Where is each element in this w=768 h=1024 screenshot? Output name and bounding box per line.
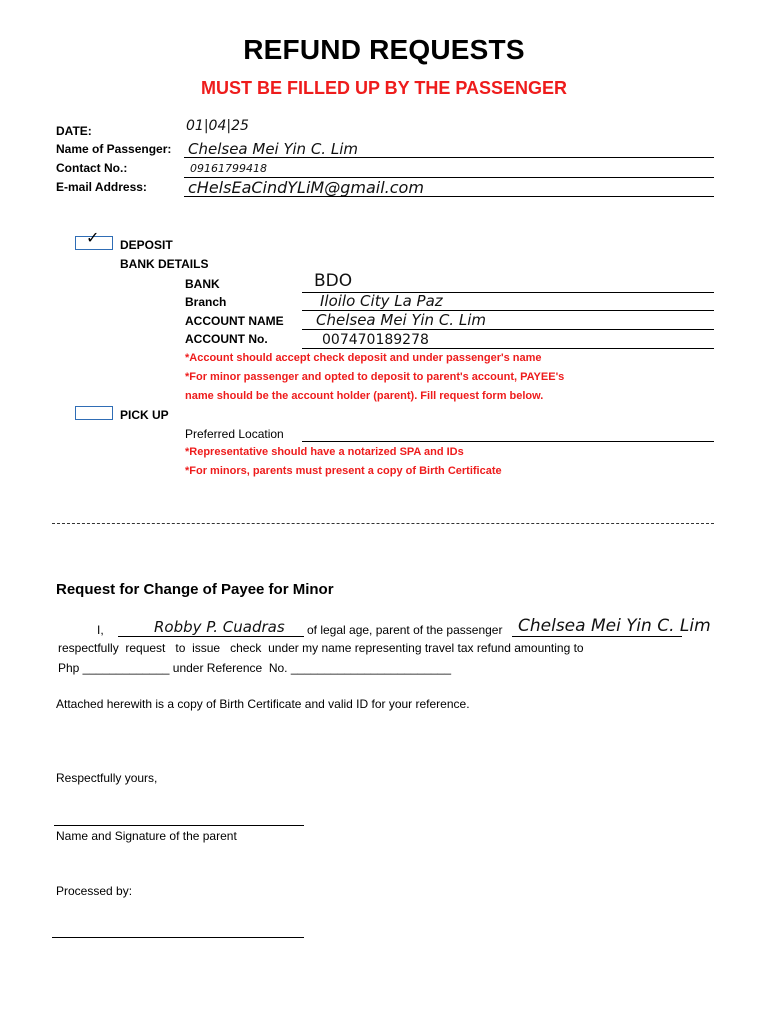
- deposit-checkbox[interactable]: [75, 228, 113, 250]
- page-title: REFUND REQUESTS: [243, 34, 525, 65]
- bank-label: BANK: [185, 277, 220, 291]
- of-legal-age-text: of legal age, parent of the passenger: [307, 623, 503, 637]
- pickup-checkbox[interactable]: [75, 406, 113, 420]
- deposit-note-3: name should be the account holder (parent). Fill request form below.: [185, 390, 544, 402]
- email-line: [184, 196, 714, 197]
- pickup-note-1: *Representative should have a notarized SPA and IDs: [185, 446, 464, 458]
- pickup-note-2: *For minors, parents must present a copy of Birth Certificate: [185, 465, 502, 477]
- account-no-label: ACCOUNT No.: [185, 332, 268, 346]
- account-name-value[interactable]: Chelsea Mei Yin C. Lim: [316, 311, 486, 329]
- preferred-location-label: Preferred Location: [185, 427, 284, 441]
- passenger-name-line: [184, 157, 714, 158]
- processed-by-line: [52, 937, 304, 938]
- section-divider: [52, 523, 714, 524]
- email-value[interactable]: cHelsEaCindYLiM@gmail.com: [188, 178, 424, 197]
- date-label: DATE:: [56, 124, 92, 138]
- request-text-line2: respectfully request to issue check under my name representing travel tax refund amounting to: [58, 641, 584, 655]
- attached-text: Attached herewith is a copy of Birth Certificate and valid ID for your reference.: [56, 697, 470, 711]
- parent-signature-label: Name and Signature of the parent: [56, 829, 237, 843]
- contact-label: Contact No.:: [56, 161, 128, 175]
- bank-details-label: BANK DETAILS: [120, 257, 209, 271]
- preferred-location-line: [302, 441, 714, 442]
- branch-value[interactable]: Iloilo City La Paz: [320, 292, 443, 310]
- parent-name-line: [118, 636, 304, 637]
- parent-signature-line: [54, 825, 304, 826]
- passenger-name-label: Name of Passenger:: [56, 142, 172, 156]
- deposit-label: DEPOSIT: [120, 238, 173, 252]
- minor-passenger-name-line: [512, 636, 682, 637]
- i-label: I,: [97, 623, 104, 637]
- pickup-label: PICK UP: [120, 408, 169, 422]
- page-subtitle: MUST BE FILLED UP BY THE PASSENGER: [200, 78, 568, 98]
- branch-label: Branch: [185, 295, 227, 309]
- account-name-label: ACCOUNT NAME: [185, 314, 284, 328]
- account-name-line: [302, 329, 714, 330]
- minor-section-title: Request for Change of Payee for Minor: [56, 581, 334, 598]
- email-label: E-mail Address:: [56, 180, 147, 194]
- deposit-note-1: *Account should accept check deposit and under passenger's name: [185, 352, 542, 364]
- check-icon: ✓: [86, 228, 100, 247]
- request-text-line3: Php _____________ under Reference No. ________________________: [58, 661, 452, 675]
- parent-name-value[interactable]: Robby P. Cuadras: [154, 618, 285, 636]
- minor-passenger-name-value[interactable]: Chelsea Mei Yin C. Lim: [518, 616, 711, 636]
- respectfully-text: Respectfully yours,: [56, 771, 158, 785]
- account-no-value[interactable]: 007470189278: [322, 332, 429, 348]
- account-no-line: [302, 348, 714, 349]
- deposit-note-2: *For minor passenger and opted to deposit to parent's account, PAYEE's: [185, 371, 565, 383]
- date-value[interactable]: 01|04|25: [186, 118, 249, 134]
- contact-value[interactable]: 09161799418: [190, 162, 267, 175]
- bank-value[interactable]: BDO: [314, 271, 353, 291]
- processed-by-label: Processed by:: [56, 884, 133, 898]
- passenger-name-value[interactable]: Chelsea Mei Yin C. Lim: [188, 140, 358, 158]
